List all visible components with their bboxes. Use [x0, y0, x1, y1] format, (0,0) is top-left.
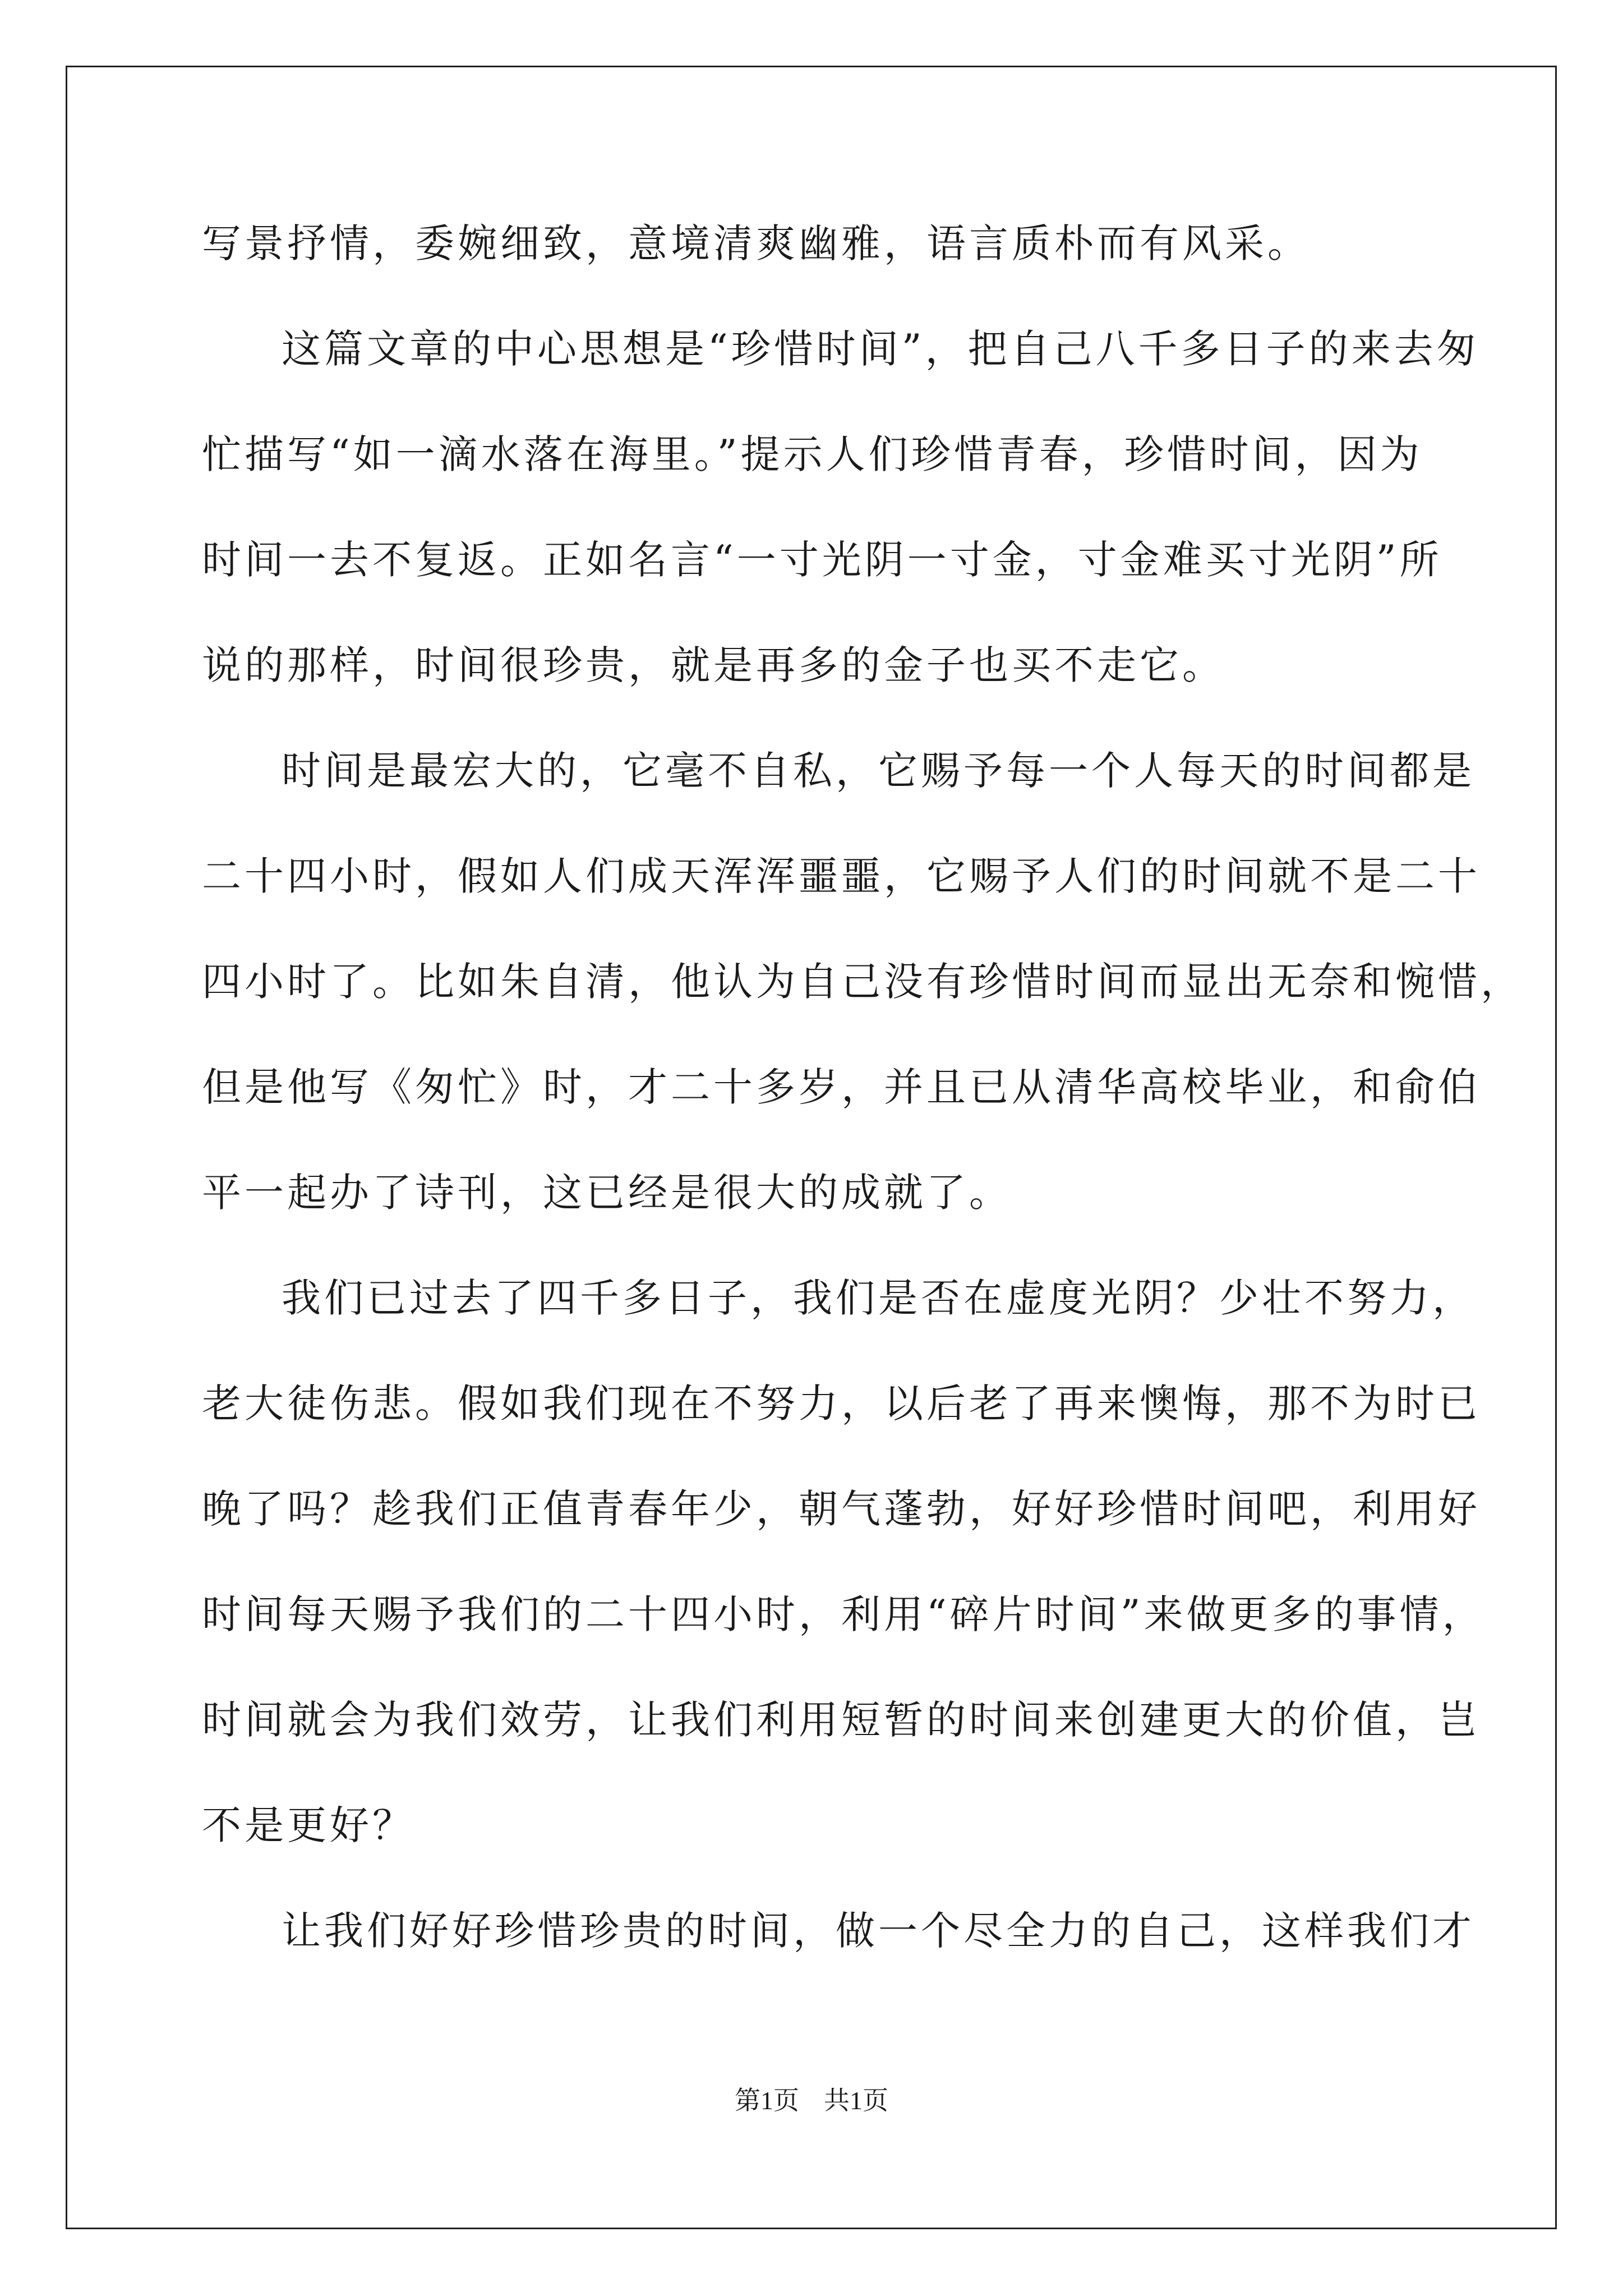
- paragraph-line: 忙描写“如一滴水落在海里。”提示人们珍惜青春，珍惜时间，因为: [202, 431, 1423, 477]
- paragraph-line: 这篇文章的中心思想是“珍惜时间”，把自己八千多日子的来去匆: [282, 326, 1479, 372]
- paragraph-line: 让我们好好珍惜珍贵的时间，做一个尽全力的自己，这样我们才: [282, 1908, 1475, 1954]
- paragraph-line: 老大徒伤悲。假如我们现在不努力，以后老了再来懊悔，那不为时已: [202, 1381, 1481, 1427]
- total-pages: 共1页: [824, 2086, 888, 2115]
- paragraph-line: 二十四小时，假如人们成天浑浑噩噩，它赐予人们的时间就不是二十: [202, 853, 1481, 899]
- paragraph-line: 说的那样，时间很珍贵，就是再多的金子也买不走它。: [202, 642, 1225, 688]
- paragraph-line: 时间一去不复返。正如名言“一寸光阴一寸金，寸金难买寸光阴”所: [202, 537, 1442, 583]
- paragraph-line: 但是他写《匆忙》时，才二十多岁，并且已从清华高校毕业，和俞伯: [202, 1064, 1481, 1110]
- paragraph-line: 时间每天赐予我们的二十四小时，利用“碎片时间”来做更多的事情，: [202, 1591, 1485, 1637]
- paragraph-line: 四小时了。比如朱自清，他认为自己没有珍惜时间而显出无奈和惋惜，: [202, 959, 1523, 1005]
- paragraph-line: 时间就会为我们效劳，让我们利用短暂的时间来创建更大的价值，岂: [202, 1697, 1481, 1743]
- paragraph-line: 不是更好？: [202, 1802, 415, 1848]
- paragraph-line: 我们已过去了四千多日子，我们是否在虚度光阴？少壮不努力，: [282, 1275, 1475, 1321]
- paragraph-line: 时间是最宏大的，它毫不自私，它赐予每一个人每天的时间都是: [282, 748, 1475, 794]
- paragraph-line: 写景抒情，委婉细致，意境清爽幽雅，语言质朴而有风采。: [202, 220, 1310, 266]
- page-footer: [0, 2084, 1623, 2118]
- paragraph-line: 平一起办了诗刊，这已经是很大的成就了。: [202, 1170, 1012, 1216]
- paragraph-line: 晚了吗？趁我们正值青春年少，朝气蓬勃，好好珍惜时间吧，利用好: [202, 1486, 1481, 1532]
- page-number: 第1页: [735, 2086, 799, 2115]
- document-body: [202, 202, 1523, 1995]
